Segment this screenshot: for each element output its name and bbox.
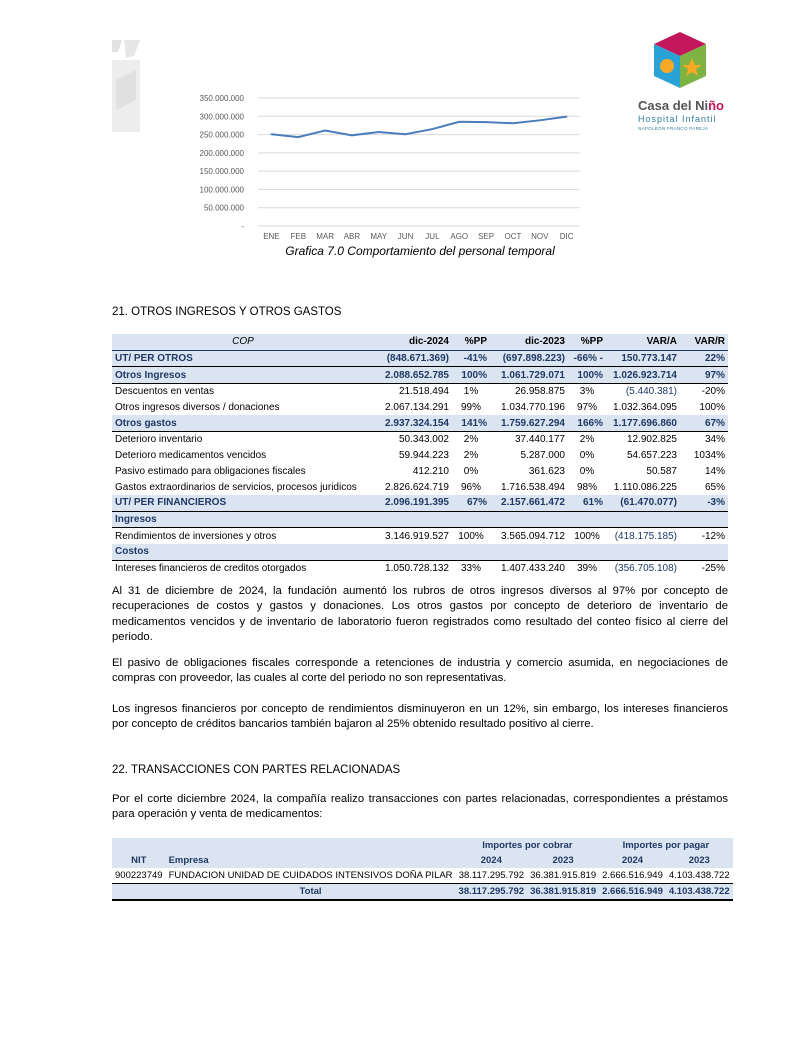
cell-value: 54.657.223 bbox=[626, 450, 677, 462]
cell-value: 61% bbox=[568, 495, 606, 511]
cell-empresa: FUNDACION UNIDAD DE CUIDADOS INTENSIVOS DOÑA PILAR bbox=[168, 870, 453, 881]
table-row bbox=[112, 384, 728, 400]
paragraph-3: Los ingresos financieros por concepto de rendimientos disminuyeron en un 12%, sin embargo, los intereses financieros por concepto de créditos bancarios también bajaron al 25% obtenido resultado positivo al cierre. bbox=[112, 703, 728, 731]
cell-value bbox=[606, 544, 680, 560]
cell-value: 37.440.177 bbox=[514, 434, 565, 446]
cell-value: 1% bbox=[463, 386, 479, 398]
header-year: 2023 bbox=[666, 853, 733, 868]
cell-nit: 900223749 bbox=[115, 870, 163, 881]
y-tick-label: 350.000.000 bbox=[199, 94, 244, 103]
total-row bbox=[112, 884, 733, 901]
cell-value: 14% bbox=[704, 465, 725, 477]
row-label: Descuentos en ventas bbox=[115, 386, 214, 398]
cell-value: 97% bbox=[576, 402, 597, 414]
data-point bbox=[324, 130, 326, 132]
cell-value: 2% bbox=[463, 434, 479, 446]
data-point bbox=[432, 128, 434, 130]
cell-value: 1.177.696.860 bbox=[606, 415, 680, 431]
header-cell: dic-2024 bbox=[374, 334, 452, 350]
cell-value: 2% bbox=[579, 434, 595, 446]
total-label: Total bbox=[166, 884, 456, 901]
paragraph-4: Por el corte diciembre 2024, la compañía realizo transacciones con partes relacionadas, correspondientes a préstamos para operación y venta de medicamentos: bbox=[112, 793, 728, 821]
cell-value: 50.587 bbox=[646, 465, 677, 477]
cell-value: 4.103.438.722 bbox=[668, 870, 730, 881]
table-header-row bbox=[112, 334, 728, 350]
cell-value: 2.666.516.949 bbox=[602, 870, 663, 881]
paragraph-1: Al 31 de diciembre de 2024, la fundación aumentó los rubros de otros ingresos diversos al 97% por concepto de recuperaciones de costos y gastos y donaciones. Los otros gastos por concepto de deterioro de inventario de medicamentos vencidos y de inventario de laboratorio fueron registrados como resultado del conteo físico al cierre del periodo. bbox=[112, 585, 728, 644]
data-point bbox=[566, 116, 568, 118]
paragraph-2: El pasivo de obligaciones fiscales corresponde a retenciones de industria y comercio asumida, en negociaciones de compras con proveedor, las cuales al corte del periodo no son representativas. bbox=[112, 657, 728, 685]
line-chart bbox=[188, 88, 588, 246]
cell-value: 361.623 bbox=[528, 465, 565, 477]
y-tick-label: 200.000.000 bbox=[199, 148, 244, 158]
data-point bbox=[271, 133, 273, 135]
cell-value: 2.937.324.154 bbox=[374, 415, 452, 431]
cell-value: 412.210 bbox=[412, 465, 449, 477]
other-income-table bbox=[112, 334, 728, 576]
cell-value: 1.110.086.225 bbox=[613, 481, 677, 493]
x-tick-label: JUN bbox=[397, 232, 414, 241]
y-tick-label: 250.000.000 bbox=[199, 130, 244, 140]
total-value: 2.666.516.949 bbox=[599, 884, 666, 901]
cell-value: 12.902.825 bbox=[626, 434, 677, 446]
cell-value: (61.470.077) bbox=[606, 495, 680, 511]
table-row bbox=[112, 432, 728, 448]
cell-value: 21.518.494 bbox=[398, 386, 449, 398]
header-cell: VAR/R bbox=[680, 334, 728, 350]
cell-value: (848.671.369) bbox=[374, 350, 452, 367]
total-value: 4.103.438.722 bbox=[666, 884, 733, 901]
cell-value: 3.565.094.712 bbox=[501, 530, 565, 542]
cell-value: 1.032.364.095 bbox=[613, 402, 677, 414]
header-year: 2024 bbox=[456, 853, 528, 868]
section-row bbox=[112, 350, 728, 367]
data-point bbox=[485, 121, 487, 123]
table-row bbox=[112, 464, 728, 480]
logo-subtitle-name: NAPOLEÓN FRANCO PAREJA bbox=[638, 126, 709, 131]
cell-value: 166% bbox=[568, 415, 606, 431]
cell-value: -41% bbox=[452, 350, 490, 367]
cell-value: 38.117.295.792 bbox=[458, 870, 525, 881]
cell-value: 2.096.191.395 bbox=[374, 495, 452, 511]
x-tick-label: MAY bbox=[370, 232, 388, 241]
row-label: Rendimientos de inversiones y otros bbox=[115, 530, 277, 542]
cell-value: 1.407.433.240 bbox=[501, 562, 565, 574]
cell-value bbox=[680, 544, 728, 560]
cell-value: 97% bbox=[680, 367, 728, 384]
cell-value: 3% bbox=[579, 386, 595, 398]
cell-value: 39% bbox=[576, 562, 597, 574]
header-cell: %PP bbox=[452, 334, 490, 350]
row-label: Otros ingresos diversos / donaciones bbox=[115, 402, 280, 414]
x-tick-label: AGO bbox=[450, 232, 469, 241]
row-label: Gastos extraordinarios de servicios, procesos juridicos bbox=[115, 481, 357, 493]
cell-value: 100% bbox=[452, 367, 490, 384]
cell-value: 34% bbox=[704, 434, 725, 446]
section-row bbox=[112, 495, 728, 511]
data-point bbox=[539, 120, 541, 122]
total-value: 38.117.295.792 bbox=[456, 884, 528, 901]
x-tick-label: JUL bbox=[425, 232, 440, 241]
y-tick-label: 50.000.000 bbox=[203, 203, 244, 213]
cell-value bbox=[452, 511, 490, 528]
row-label: Deterioro inventario bbox=[115, 434, 203, 446]
cell-value: 2.067.134.291 bbox=[385, 402, 449, 414]
cell-value: 2% bbox=[463, 450, 479, 462]
chart-caption: Grafica 7.0 Comportamiento del personal temporal bbox=[285, 244, 555, 258]
y-tick-label: - bbox=[241, 222, 244, 231]
cell-value: 1.050.728.132 bbox=[385, 562, 449, 574]
table-row bbox=[112, 528, 728, 544]
section-22-heading: 22. TRANSACCIONES CON PARTES RELACIONADAS bbox=[112, 764, 401, 776]
cell-value: 3.146.919.527 bbox=[385, 530, 449, 542]
x-tick-label: SEP bbox=[478, 232, 495, 241]
table-row bbox=[112, 400, 728, 416]
cell-value: 99% bbox=[460, 402, 481, 414]
cell-value: 100% bbox=[699, 402, 725, 414]
cell-value bbox=[374, 511, 452, 528]
row-label: Pasivo estimado para obligaciones fiscales bbox=[115, 465, 306, 477]
cell-value: 141% bbox=[452, 415, 490, 431]
header-cell: %PP bbox=[568, 334, 606, 350]
cell-value: (697.898.223) bbox=[490, 350, 568, 367]
decorative-shape bbox=[112, 40, 140, 132]
cell-value: 33% bbox=[460, 562, 481, 574]
header-nit: NIT bbox=[112, 853, 166, 868]
cell-value: -3% bbox=[680, 495, 728, 511]
x-tick-label: FEB bbox=[290, 232, 307, 241]
cell-value: 59.944.223 bbox=[398, 450, 449, 462]
cell-value: 2.088.652.785 bbox=[374, 367, 452, 384]
cell-value bbox=[606, 511, 680, 528]
cell-value: 100% bbox=[458, 530, 484, 542]
x-tick-label: NOV bbox=[531, 232, 549, 241]
table-header-group-row bbox=[112, 838, 733, 853]
cell-value: 1.716.538.494 bbox=[501, 481, 565, 493]
logo-subtitle: Hospital Infantil bbox=[638, 114, 717, 124]
cell-value bbox=[374, 544, 452, 560]
header-cell: dic-2023 bbox=[490, 334, 568, 350]
data-point bbox=[351, 135, 353, 137]
y-tick-label: 300.000.000 bbox=[199, 112, 244, 122]
cell-value: 96% bbox=[460, 481, 481, 493]
cell-value bbox=[568, 511, 606, 528]
cell-value: 100% bbox=[574, 530, 600, 542]
header-cell: VAR/A bbox=[606, 334, 680, 350]
data-point bbox=[297, 136, 299, 138]
cell-value bbox=[490, 511, 568, 528]
section-row bbox=[112, 511, 728, 528]
header-year: 2023 bbox=[527, 853, 599, 868]
cell-value bbox=[680, 511, 728, 528]
logo-title: Casa del Niño bbox=[638, 98, 724, 113]
cell-value: 5.287.000 bbox=[520, 450, 565, 462]
header-empresa: Empresa bbox=[166, 853, 456, 868]
header-year: 2024 bbox=[599, 853, 666, 868]
cell-value: (418.175.185) bbox=[614, 530, 677, 542]
cell-value: 1.759.627.294 bbox=[490, 415, 568, 431]
table-row bbox=[112, 479, 728, 495]
cell-value: 150.773.147 bbox=[606, 350, 680, 367]
cell-value: 1.061.729.071 bbox=[490, 367, 568, 384]
section-row bbox=[112, 367, 728, 384]
data-point bbox=[405, 133, 407, 135]
y-tick-label: 150.000.000 bbox=[199, 167, 244, 177]
cell-value: (5.440.381) bbox=[625, 386, 677, 398]
cell-value: 50.343.002 bbox=[398, 434, 449, 446]
x-tick-label: MAR bbox=[316, 232, 334, 241]
cell-value: 98% bbox=[576, 481, 597, 493]
header-pagar: Importes por pagar bbox=[599, 838, 733, 853]
section-row bbox=[112, 544, 728, 560]
row-label: Intereses financieros de creditos otorgados bbox=[115, 562, 307, 574]
related-parties-table bbox=[112, 838, 733, 901]
row-label: Costos bbox=[112, 544, 374, 560]
header-cell: COP bbox=[112, 334, 374, 350]
cell-value bbox=[452, 544, 490, 560]
cell-value: 1034% bbox=[693, 450, 725, 462]
data-point bbox=[378, 131, 380, 133]
cell-value: 0% bbox=[463, 465, 479, 477]
y-tick-label: 100.000.000 bbox=[199, 185, 244, 195]
x-tick-label: OCT bbox=[504, 232, 522, 241]
table-header-row bbox=[112, 853, 733, 868]
cell-value: -20% bbox=[701, 386, 725, 398]
cell-value: 100% bbox=[568, 367, 606, 384]
cell-value: 2.157.661.472 bbox=[490, 495, 568, 511]
data-point bbox=[458, 121, 460, 123]
row-label: Ingresos bbox=[112, 511, 374, 528]
cell-value: 67% bbox=[452, 495, 490, 511]
cell-value: 36.381.915.819 bbox=[530, 870, 597, 881]
row-label: UT/ PER FINANCIEROS bbox=[112, 495, 374, 511]
table-row bbox=[112, 868, 733, 884]
cell-value: 0% bbox=[579, 465, 595, 477]
total-value: 36.381.915.819 bbox=[527, 884, 599, 901]
cell-value: 65% bbox=[704, 481, 725, 493]
cell-value: 2.826.624.719 bbox=[385, 481, 449, 493]
section-21-heading: 21. OTROS INGRESOS Y OTROS GASTOS bbox=[112, 306, 342, 318]
table-row bbox=[112, 560, 728, 576]
header-cobrar: Importes por cobrar bbox=[456, 838, 600, 853]
row-label: Deterioro medicamentos vencidos bbox=[115, 450, 267, 462]
data-point bbox=[512, 122, 514, 124]
x-tick-label: ENE bbox=[263, 232, 280, 241]
row-label: Otros Ingresos bbox=[112, 367, 374, 384]
x-tick-label: ABR bbox=[343, 232, 361, 241]
row-label: UT/ PER OTROS bbox=[112, 350, 374, 367]
cell-value: (356.705.108) bbox=[614, 562, 677, 574]
cell-value bbox=[490, 544, 568, 560]
cell-value: 1.034.770.196 bbox=[501, 402, 565, 414]
cell-value: 22% bbox=[680, 350, 728, 367]
cell-value: -25% bbox=[701, 562, 725, 574]
row-label: Otros gastos bbox=[112, 415, 374, 431]
cell-value: 0% bbox=[579, 450, 595, 462]
cell-value: -66% - bbox=[568, 350, 606, 367]
table-row bbox=[112, 448, 728, 464]
cell-value: 67% bbox=[680, 415, 728, 431]
cell-value bbox=[568, 544, 606, 560]
cell-value: 1.026.923.714 bbox=[606, 367, 680, 384]
cell-value: 26.958.875 bbox=[514, 386, 565, 398]
cell-value: -12% bbox=[701, 530, 725, 542]
section-row bbox=[112, 415, 728, 431]
x-tick-label: DIC bbox=[559, 232, 574, 241]
